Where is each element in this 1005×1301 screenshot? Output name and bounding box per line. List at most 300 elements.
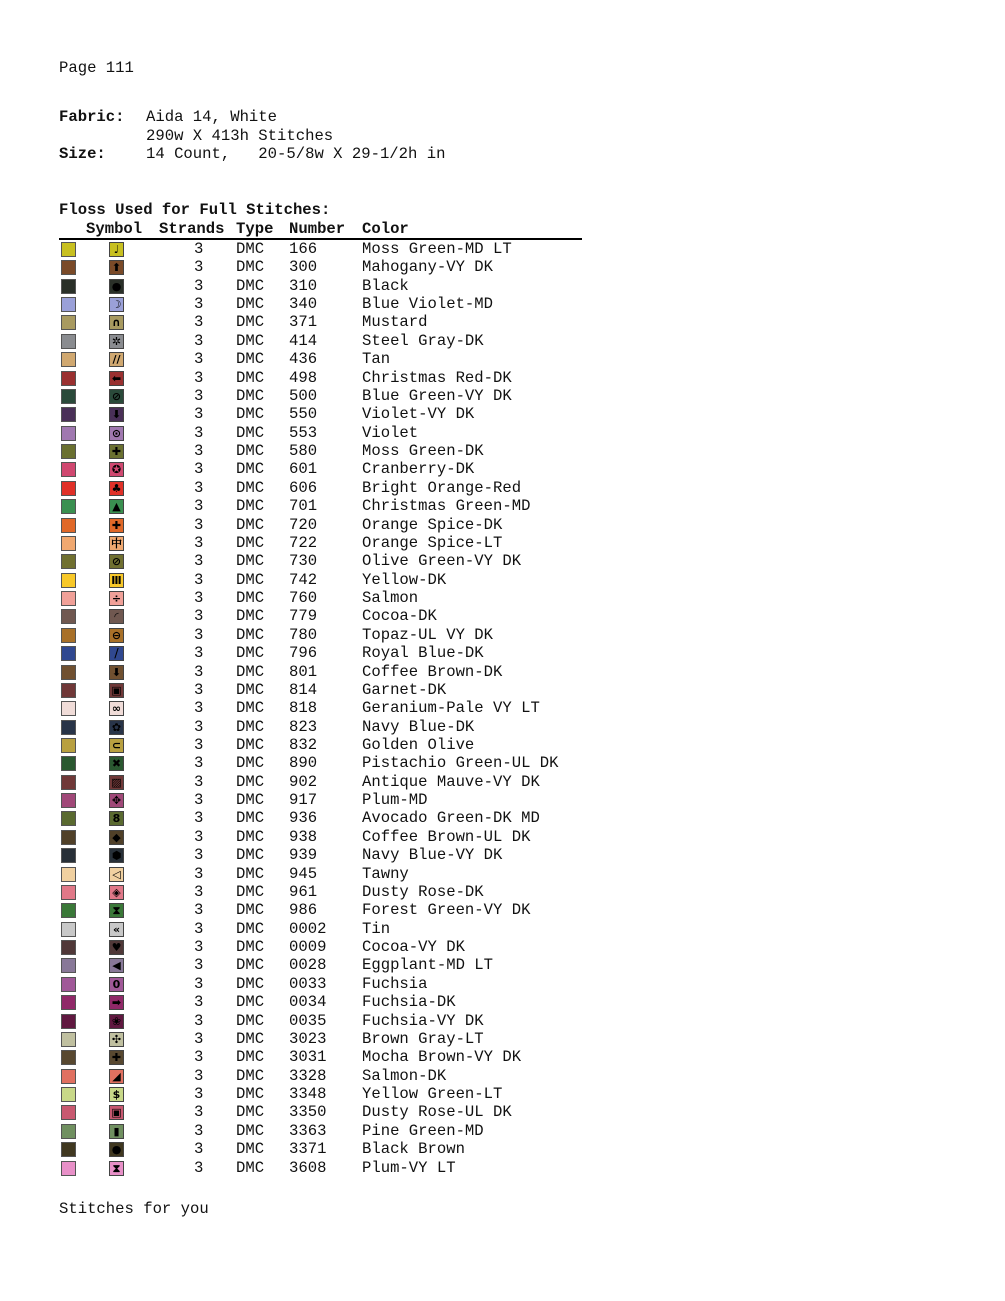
color-name-cell: Topaz-UL VY DK bbox=[362, 625, 494, 644]
table-row bbox=[0, 846, 600, 864]
color-name-cell: Navy Blue-DK bbox=[362, 717, 475, 736]
number-cell: 0033 bbox=[289, 974, 327, 993]
color-name-cell: Dusty Rose-UL DK bbox=[362, 1103, 512, 1122]
symbol-icon: ◢ bbox=[109, 1069, 124, 1084]
table-row bbox=[0, 277, 600, 295]
symbol-icon: ⧗ bbox=[109, 903, 124, 918]
type-cell: DMC bbox=[236, 533, 265, 552]
color-swatch bbox=[61, 738, 76, 753]
type-cell: DMC bbox=[236, 662, 265, 681]
color-name-cell: Tin bbox=[362, 919, 391, 938]
color-name-cell: Golden Olive bbox=[362, 735, 475, 754]
number-cell: 3350 bbox=[289, 1103, 327, 1122]
strands-cell: 3 bbox=[194, 735, 204, 754]
strands-cell: 3 bbox=[194, 497, 204, 516]
type-cell: DMC bbox=[236, 313, 265, 332]
color-swatch bbox=[61, 315, 76, 330]
table-row bbox=[0, 1085, 600, 1103]
type-cell: DMC bbox=[236, 423, 265, 442]
type-cell: DMC bbox=[236, 754, 265, 773]
color-name-cell: Mahogany-VY DK bbox=[362, 258, 494, 277]
table-row bbox=[0, 883, 600, 901]
number-cell: 0009 bbox=[289, 938, 327, 957]
table-row bbox=[0, 607, 600, 625]
number-cell: 166 bbox=[289, 240, 318, 258]
table-row bbox=[0, 681, 600, 699]
type-cell: DMC bbox=[236, 1140, 265, 1159]
table-row bbox=[0, 956, 600, 974]
type-cell: DMC bbox=[236, 791, 265, 810]
table-row bbox=[0, 901, 600, 919]
color-swatch bbox=[61, 958, 76, 973]
number-cell: 3348 bbox=[289, 1085, 327, 1104]
symbol-icon: ÷ bbox=[109, 591, 124, 606]
symbol-icon: ⊂ bbox=[109, 738, 124, 753]
color-swatch bbox=[61, 720, 76, 735]
color-name-cell: Moss Green-MD LT bbox=[362, 240, 512, 258]
strands-cell: 3 bbox=[194, 644, 204, 663]
number-cell: 917 bbox=[289, 791, 318, 810]
number-cell: 371 bbox=[289, 313, 318, 332]
color-swatch bbox=[61, 1087, 76, 1102]
color-swatch bbox=[61, 334, 76, 349]
color-swatch bbox=[61, 1124, 76, 1139]
symbol-icon: ➡ bbox=[109, 995, 124, 1010]
type-cell: DMC bbox=[236, 331, 265, 350]
color-swatch bbox=[61, 701, 76, 716]
type-cell: DMC bbox=[236, 882, 265, 901]
symbol-icon: ✖ bbox=[109, 756, 124, 771]
type-cell: DMC bbox=[236, 460, 265, 479]
type-cell: DMC bbox=[236, 1029, 265, 1048]
table-row bbox=[0, 1103, 600, 1121]
table-row bbox=[0, 1140, 600, 1158]
color-swatch bbox=[61, 407, 76, 422]
table-row bbox=[0, 460, 600, 478]
type-cell: DMC bbox=[236, 515, 265, 534]
table-row bbox=[0, 718, 600, 736]
symbol-icon: ✚ bbox=[109, 1050, 124, 1065]
symbol-icon: ● bbox=[109, 1142, 124, 1157]
number-cell: 796 bbox=[289, 644, 318, 663]
table-row bbox=[0, 295, 600, 313]
table-row bbox=[0, 350, 600, 368]
number-cell: 780 bbox=[289, 625, 318, 644]
type-cell: DMC bbox=[236, 1158, 265, 1177]
color-swatch bbox=[61, 830, 76, 845]
type-cell: DMC bbox=[236, 1066, 265, 1085]
symbol-icon: ♥ bbox=[109, 940, 124, 955]
type-cell: DMC bbox=[236, 644, 265, 663]
color-swatch bbox=[61, 518, 76, 533]
table-row bbox=[0, 1012, 600, 1030]
strands-cell: 3 bbox=[194, 791, 204, 810]
symbol-icon: ⊖ bbox=[109, 628, 124, 643]
size-label: Size: bbox=[59, 145, 106, 163]
symbol-icon: ⬆ bbox=[109, 260, 124, 275]
table-row bbox=[0, 993, 600, 1011]
number-cell: 550 bbox=[289, 405, 318, 424]
type-cell: DMC bbox=[236, 552, 265, 571]
number-cell: 832 bbox=[289, 735, 318, 754]
color-name-cell: Antique Mauve-VY DK bbox=[362, 772, 540, 791]
number-cell: 779 bbox=[289, 607, 318, 626]
type-cell: DMC bbox=[236, 993, 265, 1012]
color-name-cell: Fuchsia-DK bbox=[362, 993, 456, 1012]
table-row bbox=[0, 1122, 600, 1140]
table-row bbox=[0, 1048, 600, 1066]
color-name-cell: Blue Green-VY DK bbox=[362, 386, 512, 405]
table-row bbox=[0, 773, 600, 791]
color-swatch bbox=[61, 536, 76, 551]
type-cell: DMC bbox=[236, 717, 265, 736]
color-swatch bbox=[61, 297, 76, 312]
symbol-icon: ▲ bbox=[109, 499, 124, 514]
table-row bbox=[0, 387, 600, 405]
color-name-cell: Forest Green-VY DK bbox=[362, 901, 531, 920]
color-swatch bbox=[61, 260, 76, 275]
number-cell: 310 bbox=[289, 276, 318, 295]
symbol-icon: ✪ bbox=[109, 462, 124, 477]
symbol-icon: ◈ bbox=[109, 885, 124, 900]
type-cell: DMC bbox=[236, 405, 265, 424]
color-name-cell: Coffee Brown-DK bbox=[362, 662, 503, 681]
color-name-cell: Tan bbox=[362, 350, 391, 369]
color-swatch bbox=[61, 389, 76, 404]
table-row bbox=[0, 516, 600, 534]
color-name-cell: Orange Spice-DK bbox=[362, 515, 503, 534]
strands-cell: 3 bbox=[194, 552, 204, 571]
type-cell: DMC bbox=[236, 295, 265, 314]
type-cell: DMC bbox=[236, 846, 265, 865]
table-row bbox=[0, 1159, 600, 1177]
strands-cell: 3 bbox=[194, 240, 204, 258]
table-row bbox=[0, 699, 600, 717]
strands-cell: 3 bbox=[194, 882, 204, 901]
number-cell: 939 bbox=[289, 846, 318, 865]
strands-cell: 3 bbox=[194, 662, 204, 681]
number-cell: 606 bbox=[289, 478, 318, 497]
section-title: Floss Used for Full Stitches: bbox=[59, 201, 331, 219]
fabric-value: Aida 14, White bbox=[146, 108, 278, 126]
color-swatch bbox=[61, 426, 76, 441]
color-name-cell: Dusty Rose-DK bbox=[362, 882, 484, 901]
strands-cell: 3 bbox=[194, 956, 204, 975]
color-name-cell: Olive Green-VY DK bbox=[362, 552, 522, 571]
color-name-cell: Orange Spice-LT bbox=[362, 533, 503, 552]
strands-cell: 3 bbox=[194, 1011, 204, 1030]
type-cell: DMC bbox=[236, 864, 265, 883]
symbol-icon: ✣ bbox=[109, 1032, 124, 1047]
type-cell: DMC bbox=[236, 699, 265, 718]
number-cell: 498 bbox=[289, 368, 318, 387]
type-cell: DMC bbox=[236, 442, 265, 461]
type-cell: DMC bbox=[236, 1121, 265, 1140]
strands-cell: 3 bbox=[194, 533, 204, 552]
table-row bbox=[0, 1030, 600, 1048]
color-name-cell: Fuchsia bbox=[362, 974, 428, 993]
number-cell: 986 bbox=[289, 901, 318, 920]
page-label: Page 111 bbox=[59, 59, 134, 77]
number-cell: 760 bbox=[289, 589, 318, 608]
table-row bbox=[0, 920, 600, 938]
color-name-cell: Geranium-Pale VY LT bbox=[362, 699, 540, 718]
strands-cell: 3 bbox=[194, 570, 204, 589]
type-cell: DMC bbox=[236, 276, 265, 295]
color-swatch bbox=[61, 1105, 76, 1120]
strands-cell: 3 bbox=[194, 827, 204, 846]
number-cell: 938 bbox=[289, 827, 318, 846]
type-cell: DMC bbox=[236, 368, 265, 387]
strands-cell: 3 bbox=[194, 350, 204, 369]
color-swatch bbox=[61, 279, 76, 294]
color-name-cell: Brown Gray-LT bbox=[362, 1029, 484, 1048]
type-cell: DMC bbox=[236, 974, 265, 993]
table-row bbox=[0, 938, 600, 956]
symbol-icon: ◆ bbox=[109, 830, 124, 845]
table-row bbox=[0, 626, 600, 644]
table-row bbox=[0, 552, 600, 570]
symbol-icon: ☽ bbox=[109, 297, 124, 312]
color-name-cell: Salmon bbox=[362, 589, 419, 608]
color-name-cell: Navy Blue-VY DK bbox=[362, 846, 503, 865]
type-cell: DMC bbox=[236, 735, 265, 754]
size-value: 14 Count, 20-5/8w X 29-1/2h in bbox=[146, 145, 446, 163]
strands-cell: 3 bbox=[194, 809, 204, 828]
symbol-icon: ✚ bbox=[109, 444, 124, 459]
type-cell: DMC bbox=[236, 956, 265, 975]
color-swatch bbox=[61, 775, 76, 790]
symbol-icon: ⊘ bbox=[109, 554, 124, 569]
strands-cell: 3 bbox=[194, 680, 204, 699]
symbol-icon: ⊙ bbox=[109, 426, 124, 441]
type-cell: DMC bbox=[236, 350, 265, 369]
color-swatch bbox=[61, 1161, 76, 1176]
symbol-icon: ▣ bbox=[109, 1105, 124, 1120]
color-swatch bbox=[61, 573, 76, 588]
color-swatch bbox=[61, 995, 76, 1010]
type-cell: DMC bbox=[236, 589, 265, 608]
table-row bbox=[0, 479, 600, 497]
type-cell: DMC bbox=[236, 258, 265, 277]
table-row bbox=[0, 791, 600, 809]
header-strands: Strands bbox=[159, 220, 225, 238]
strands-cell: 3 bbox=[194, 405, 204, 424]
strands-cell: 3 bbox=[194, 368, 204, 387]
number-cell: 823 bbox=[289, 717, 318, 736]
color-name-cell: Steel Gray-DK bbox=[362, 331, 484, 350]
number-cell: 3363 bbox=[289, 1121, 327, 1140]
table-row bbox=[0, 534, 600, 552]
type-cell: DMC bbox=[236, 680, 265, 699]
number-cell: 3031 bbox=[289, 1048, 327, 1067]
type-cell: DMC bbox=[236, 938, 265, 957]
color-name-cell: Black Brown bbox=[362, 1140, 465, 1159]
color-swatch bbox=[61, 867, 76, 882]
symbol-icon: ∞ bbox=[109, 701, 124, 716]
number-cell: 890 bbox=[289, 754, 318, 773]
table-row bbox=[0, 975, 600, 993]
color-swatch bbox=[61, 371, 76, 386]
color-swatch bbox=[61, 940, 76, 955]
strands-cell: 3 bbox=[194, 313, 204, 332]
strands-cell: 3 bbox=[194, 901, 204, 920]
table-row bbox=[0, 424, 600, 442]
strands-cell: 3 bbox=[194, 919, 204, 938]
color-name-cell: Pine Green-MD bbox=[362, 1121, 484, 1140]
strands-cell: 3 bbox=[194, 478, 204, 497]
color-name-cell: Moss Green-DK bbox=[362, 442, 484, 461]
color-name-cell: Black bbox=[362, 276, 409, 295]
number-cell: 553 bbox=[289, 423, 318, 442]
color-swatch bbox=[61, 554, 76, 569]
strands-cell: 3 bbox=[194, 772, 204, 791]
color-name-cell: Mocha Brown-VY DK bbox=[362, 1048, 522, 1067]
table-row bbox=[0, 442, 600, 460]
type-cell: DMC bbox=[236, 1048, 265, 1067]
color-swatch bbox=[61, 1142, 76, 1157]
symbol-icon: 中 bbox=[111, 536, 122, 550]
number-cell: 722 bbox=[289, 533, 318, 552]
table-row bbox=[0, 571, 600, 589]
color-swatch bbox=[61, 499, 76, 514]
strands-cell: 3 bbox=[194, 423, 204, 442]
color-name-cell: Fuchsia-VY DK bbox=[362, 1011, 484, 1030]
symbol-icon: ❀ bbox=[109, 1014, 124, 1029]
table-row bbox=[0, 809, 600, 827]
color-swatch bbox=[61, 628, 76, 643]
color-name-cell: Violet bbox=[362, 423, 419, 442]
symbol-icon: 8 bbox=[109, 811, 124, 826]
table-row bbox=[0, 736, 600, 754]
color-swatch bbox=[61, 1069, 76, 1084]
number-cell: 801 bbox=[289, 662, 318, 681]
strands-cell: 3 bbox=[194, 717, 204, 736]
symbol-icon: ▣ bbox=[109, 683, 124, 698]
type-cell: DMC bbox=[236, 919, 265, 938]
strands-cell: 3 bbox=[194, 276, 204, 295]
strands-cell: 3 bbox=[194, 754, 204, 773]
symbol-icon: // bbox=[109, 352, 124, 367]
number-cell: 742 bbox=[289, 570, 318, 589]
number-cell: 0028 bbox=[289, 956, 327, 975]
table-row bbox=[0, 754, 600, 772]
color-name-cell: Tawny bbox=[362, 864, 409, 883]
number-cell: 701 bbox=[289, 497, 318, 516]
color-swatch bbox=[61, 683, 76, 698]
table-row bbox=[0, 828, 600, 846]
table-row bbox=[0, 497, 600, 515]
symbol-icon: ● bbox=[109, 279, 124, 294]
symbol-icon: ⬇ bbox=[109, 407, 124, 422]
table-row bbox=[0, 865, 600, 883]
symbol-icon: ◀ bbox=[109, 958, 124, 973]
color-swatch bbox=[61, 665, 76, 680]
number-cell: 730 bbox=[289, 552, 318, 571]
header-symbol: Symbol bbox=[86, 220, 143, 238]
type-cell: DMC bbox=[236, 386, 265, 405]
type-cell: DMC bbox=[236, 240, 265, 258]
strands-cell: 3 bbox=[194, 1140, 204, 1159]
type-cell: DMC bbox=[236, 625, 265, 644]
number-cell: 300 bbox=[289, 258, 318, 277]
color-swatch bbox=[61, 1050, 76, 1065]
strands-cell: 3 bbox=[194, 386, 204, 405]
strands-cell: 3 bbox=[194, 864, 204, 883]
strands-cell: 3 bbox=[194, 993, 204, 1012]
strands-cell: 3 bbox=[194, 589, 204, 608]
color-swatch bbox=[61, 646, 76, 661]
symbol-icon: ▮ bbox=[109, 1124, 124, 1139]
type-cell: DMC bbox=[236, 497, 265, 516]
color-swatch bbox=[61, 444, 76, 459]
symbol-icon: ✥ bbox=[109, 793, 124, 808]
number-cell: 720 bbox=[289, 515, 318, 534]
symbol-icon: ⬢ bbox=[109, 848, 124, 863]
strands-cell: 3 bbox=[194, 1066, 204, 1085]
number-cell: 414 bbox=[289, 331, 318, 350]
fabric-label: Fabric: bbox=[59, 108, 125, 126]
strands-cell: 3 bbox=[194, 1048, 204, 1067]
symbol-icon: ♩ bbox=[109, 242, 124, 257]
color-name-cell: Coffee Brown-UL DK bbox=[362, 827, 531, 846]
strands-cell: 3 bbox=[194, 258, 204, 277]
number-cell: 814 bbox=[289, 680, 318, 699]
table-row bbox=[0, 240, 600, 258]
symbol-icon: $ bbox=[109, 1087, 124, 1102]
color-name-cell: Garnet-DK bbox=[362, 680, 447, 699]
strands-cell: 3 bbox=[194, 1085, 204, 1104]
color-name-cell: Bright Orange-Red bbox=[362, 478, 522, 497]
number-cell: 818 bbox=[289, 699, 318, 718]
color-swatch bbox=[61, 462, 76, 477]
strands-cell: 3 bbox=[194, 460, 204, 479]
footer-text: Stitches for you bbox=[59, 1200, 209, 1218]
symbol-icon: ♣ bbox=[109, 481, 124, 496]
number-cell: 601 bbox=[289, 460, 318, 479]
strands-cell: 3 bbox=[194, 938, 204, 957]
color-name-cell: Blue Violet-MD bbox=[362, 295, 494, 314]
color-name-cell: Mustard bbox=[362, 313, 428, 332]
strands-cell: 3 bbox=[194, 1158, 204, 1177]
table-row bbox=[0, 332, 600, 350]
color-name-cell: Christmas Green-MD bbox=[362, 497, 531, 516]
table-row bbox=[0, 589, 600, 607]
header-type: Type bbox=[236, 220, 274, 238]
fabric-stitches: 290w X 413h Stitches bbox=[146, 127, 334, 145]
color-swatch bbox=[61, 756, 76, 771]
strands-cell: 3 bbox=[194, 442, 204, 461]
type-cell: DMC bbox=[236, 772, 265, 791]
color-swatch bbox=[61, 591, 76, 606]
color-swatch bbox=[61, 922, 76, 937]
symbol-icon: ⬅ bbox=[109, 371, 124, 386]
number-cell: 436 bbox=[289, 350, 318, 369]
color-name-cell: Violet-VY DK bbox=[362, 405, 475, 424]
strands-cell: 3 bbox=[194, 974, 204, 993]
number-cell: 3023 bbox=[289, 1029, 327, 1048]
color-name-cell: Pistachio Green-UL DK bbox=[362, 754, 559, 773]
symbol-icon: ⧸ bbox=[109, 646, 124, 661]
color-swatch bbox=[61, 609, 76, 624]
strands-cell: 3 bbox=[194, 846, 204, 865]
color-swatch bbox=[61, 885, 76, 900]
header-number: Number bbox=[289, 220, 346, 238]
symbol-icon: ⊘ bbox=[109, 389, 124, 404]
strands-cell: 3 bbox=[194, 607, 204, 626]
table-row bbox=[0, 258, 600, 276]
color-swatch bbox=[61, 977, 76, 992]
